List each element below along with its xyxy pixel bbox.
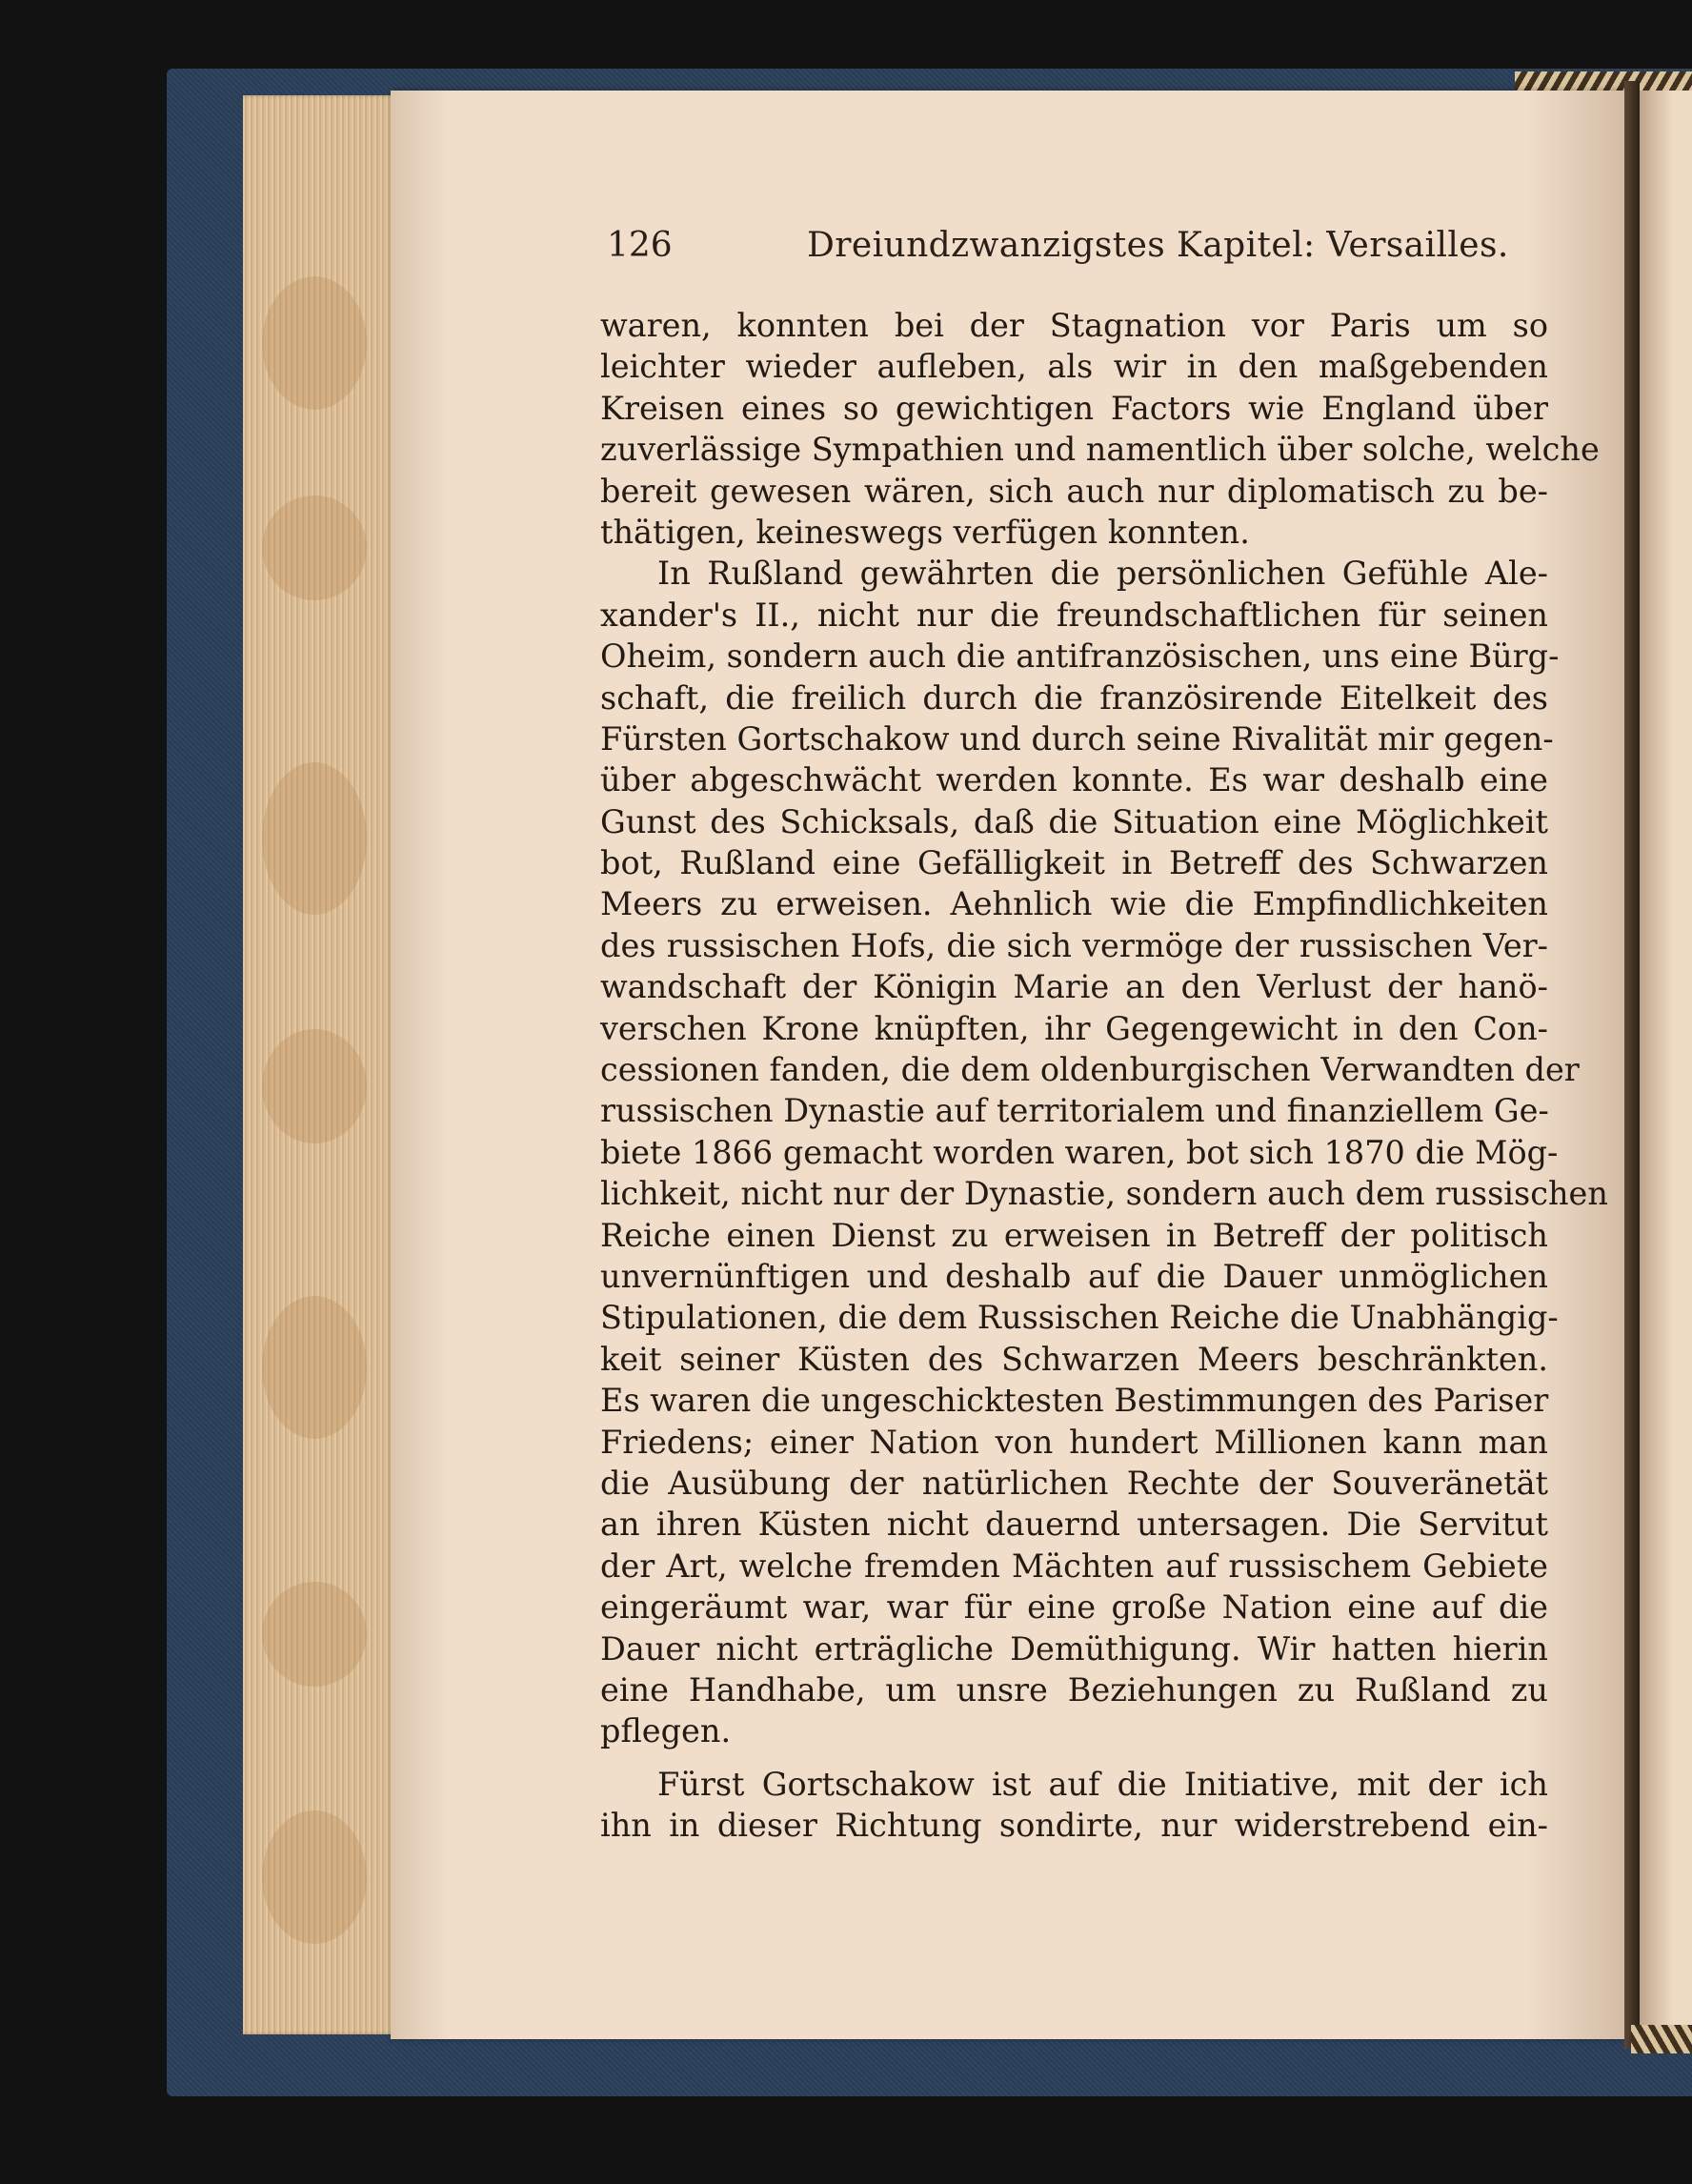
paragraph [600,305,1600,553]
text-line: waren, konnten bei der Stagnation vor Paris um so [600,307,1548,344]
page-header [607,222,1560,270]
text-line: bereit gewesen wären, sich auch nur diplomatisch zu be- [600,472,1548,510]
text-line: eine Handhabe, um unsre Beziehungen zu Rußland zu [600,1670,1548,1709]
text-line: In Rußland gewährten die persönlichen Gefühle Ale- [657,555,1548,593]
text-line: Reiche einen Dienst zu erweisen in Betreff der politisch [600,1216,1548,1254]
text-line: biete 1866 gemacht worden waren, bot sich 1870 die Mög- [600,1133,1559,1171]
text-line: pflegen. [600,1712,732,1750]
facing-page-edge [1640,91,1692,2039]
text-line: Gunst des Schicksals, daß die Situation eine Möglichkeit [600,802,1548,840]
text-line: Stipulationen, die dem Russischen Reiche die Unabhängig- [600,1299,1559,1337]
page-number: 126 [607,226,673,265]
paragraph [600,1764,1548,1847]
text-line: thätigen, keineswegs verfügen konnten. [600,513,1250,551]
book-gutter [1624,81,1640,2049]
text-line: lichkeit, nicht nur der Dynastie, sondern auch dem russischen [600,1175,1608,1213]
text-line: wandschaft der Königin Marie an den Verlust der hanö- [600,968,1548,1006]
text-line: Oheim, sondern auch die antifranzösischen, uns eine Bürg- [600,637,1560,676]
text-line: verschen Krone knüpften, ihr Gegengewicht in den Con- [600,1009,1548,1047]
text-line: an ihren Küsten nicht dauernd untersagen. Die Servitut [600,1506,1548,1544]
text-line: cessionen fanden, die dem oldenburgischen Verwandten der [600,1051,1580,1089]
text-line: Kreisen eines so gewichtigen Factors wie England über [600,389,1548,427]
text-line: über abgeschwächt werden konnte. Es war deshalb eine [600,761,1548,799]
headband-bottom [1631,2025,1692,2053]
text-line: bot, Rußland eine Gefälligkeit in Betreff des Schwarzen [600,844,1548,882]
text-line: leichter wieder aufleben, als wir in den maßgebenden [600,348,1548,386]
paragraph [600,553,1608,1751]
text-line: unvernünftigen und deshalb auf die Dauer unmöglichen [600,1257,1548,1295]
text-line: ihn in dieser Richtung sondirte, nur widerstrebend ein- [600,1807,1548,1845]
text-line: Fürst Gortschakow ist auf die Initiative, mit der ich [657,1765,1548,1803]
text-line: Fürsten Gortschakow und durch seine Rivalität mir gegen- [600,719,1554,758]
text-line: der Art, welche fremden Mächten auf russischem Gebiete [600,1547,1548,1585]
running-head: Dreiundzwanzigstes Kapitel: Versailles. [807,226,1509,265]
text-line: schaft, die freilich durch die französirende Eitelkeit des [600,678,1548,717]
page-edge-stack [243,95,395,2034]
text-line: des russischen Hofs, die sich vermöge der russischen Ver- [600,926,1548,964]
text-line: Es waren die ungeschicktesten Bestimmungen des Pariser [600,1382,1549,1420]
text-line: die Ausübung der natürlichen Rechte der Souveränetät [600,1464,1548,1502]
text-line: zuverlässige Sympathien und namentlich über solche, welche [600,431,1600,469]
text-line: eingeräumt war, war für eine große Nation eine auf die [600,1588,1548,1627]
body-text [600,305,1608,1846]
text-line: Dauer nicht erträgliche Demüthigung. Wir hatten hierin [600,1629,1548,1668]
text-line: keit seiner Küsten des Schwarzen Meers beschränkten. [600,1340,1548,1378]
text-line: Meers zu erweisen. Aehnlich wie die Empfindlichkeiten [600,885,1548,923]
text-line: Friedens; einer Nation von hundert Millionen kann man [600,1423,1548,1461]
text-line: xander's II., nicht nur die freundschaftlichen für seinen [600,596,1548,634]
text-line: russischen Dynastie auf territorialem und finanziellem Ge- [600,1092,1549,1130]
